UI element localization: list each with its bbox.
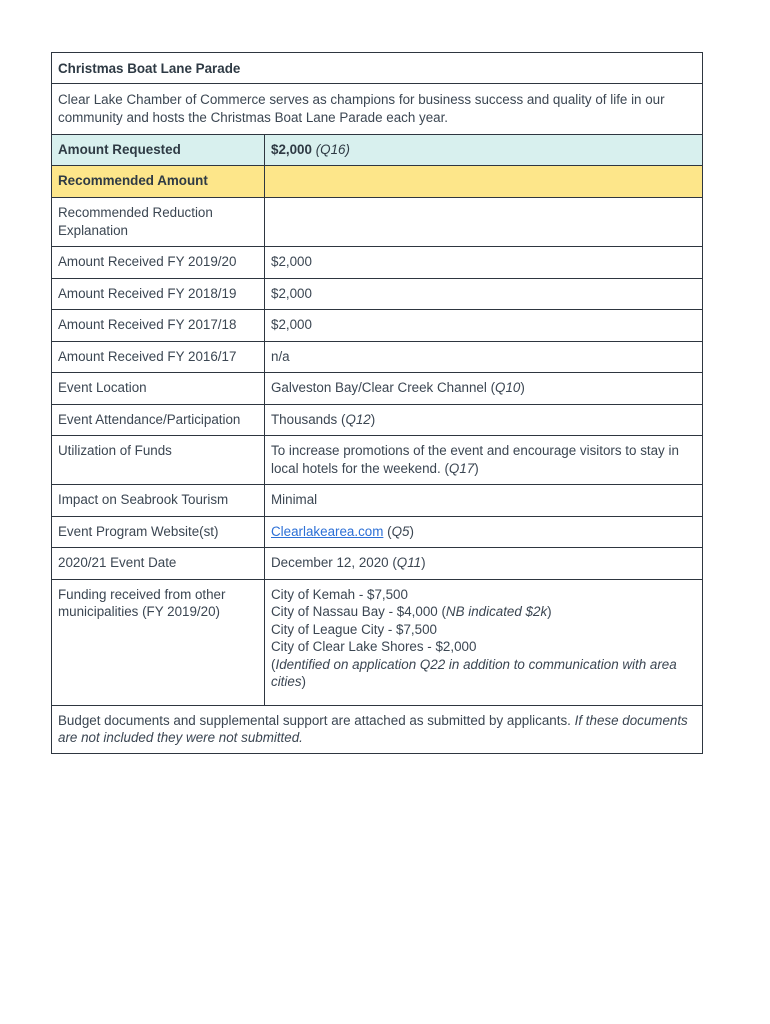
website-close: ) bbox=[409, 523, 414, 539]
location-value: Galveston Bay/Clear Creek Channel ( bbox=[271, 380, 496, 395]
title-row bbox=[52, 53, 703, 84]
impact-label: Impact on Seabrook Tourism bbox=[52, 485, 265, 517]
reduction-row bbox=[52, 198, 703, 247]
attendance-value: Thousands ( bbox=[271, 411, 346, 427]
footer-text: Budget documents and supplemental support are attached as submitted by applicants. bbox=[58, 712, 575, 728]
website-after: ( bbox=[383, 523, 392, 539]
amount-requested-label: Amount Requested bbox=[52, 135, 265, 166]
website-row bbox=[52, 516, 703, 548]
attendance-row bbox=[52, 404, 703, 436]
footer-cell bbox=[52, 705, 703, 753]
funding-line: City of Kemah - $7,500 bbox=[271, 586, 408, 602]
website-value-cell bbox=[265, 516, 703, 548]
received-value: $2,000 bbox=[265, 247, 703, 279]
reduction-value bbox=[265, 198, 703, 247]
received-row bbox=[52, 247, 703, 279]
attendance-ref: Q12 bbox=[345, 411, 371, 427]
reduction-label: Recommended Reduction Explanation bbox=[52, 198, 265, 247]
attendance-label: Event Attendance/Participation bbox=[52, 404, 265, 436]
event-date-value: December 12, 2020 ( bbox=[271, 555, 397, 570]
description-row bbox=[52, 84, 703, 135]
location-ref: Q10 bbox=[495, 380, 521, 395]
impact-value: Minimal bbox=[265, 485, 703, 517]
funding-label: Funding received from other municipalities (FY 2019/20) bbox=[52, 579, 265, 705]
funds-row bbox=[52, 436, 703, 485]
attendance-close: ) bbox=[370, 411, 376, 427]
website-ref: Q5 bbox=[391, 523, 410, 539]
received-label: Amount Received FY 2018/19 bbox=[52, 278, 265, 310]
received-row bbox=[52, 278, 703, 310]
impact-row bbox=[52, 485, 703, 517]
received-value: $2,000 bbox=[265, 310, 703, 342]
funding-line bbox=[271, 656, 696, 691]
amount-requested-row bbox=[52, 135, 703, 166]
location-close: ) bbox=[520, 380, 525, 395]
funding-value-cell bbox=[265, 579, 703, 705]
recommended-amount-value bbox=[265, 166, 703, 198]
event-date-label: 2020/21 Event Date bbox=[52, 548, 265, 580]
received-row bbox=[52, 310, 703, 342]
event-date-ref: Q11 bbox=[396, 555, 422, 570]
funds-ref: Q17 bbox=[448, 460, 475, 476]
funding-line: City of Clear Lake Shores - $2,000 bbox=[271, 639, 477, 654]
event-date-close: ) bbox=[421, 555, 426, 570]
website-label: Event Program Website(st) bbox=[52, 516, 265, 548]
funding-line5-open: ( bbox=[271, 656, 276, 672]
funding-line5-note: Identified on application Q22 in addition to communication with area cities bbox=[271, 656, 677, 689]
amount-requested-value-cell bbox=[265, 135, 703, 166]
funding-line bbox=[271, 603, 696, 621]
amount-requested-ref: (Q16) bbox=[315, 142, 350, 157]
event-date-value-cell bbox=[265, 548, 703, 580]
location-row bbox=[52, 373, 703, 405]
funding-line2-close: ) bbox=[547, 604, 552, 619]
funds-close: ) bbox=[474, 460, 479, 476]
received-label: Amount Received FY 2016/17 bbox=[52, 341, 265, 373]
event-description: Clear Lake Chamber of Commerce serves as champions for business success and quality of life in our community and hosts the Christmas Boat Lane Parade each year. bbox=[52, 84, 703, 135]
funds-label: Utilization of Funds bbox=[52, 436, 265, 485]
funding-line2-note: NB indicated $2k bbox=[445, 604, 548, 619]
location-value-cell bbox=[265, 373, 703, 405]
event-title: Christmas Boat Lane Parade bbox=[52, 53, 703, 84]
amount-requested-value: $2,000 bbox=[271, 142, 312, 157]
event-date-row bbox=[52, 548, 703, 580]
funding-table bbox=[51, 52, 703, 754]
funds-value: To increase promotions of the event and encourage visitors to stay in local hotels for the weekend. ( bbox=[271, 443, 679, 476]
received-row bbox=[52, 341, 703, 373]
funding-row bbox=[52, 579, 703, 705]
funds-value-cell bbox=[265, 436, 703, 485]
attendance-value-cell bbox=[265, 404, 703, 436]
footer-note: If these documents are not included they were not submitted. bbox=[58, 712, 688, 745]
received-label: Amount Received FY 2019/20 bbox=[52, 247, 265, 279]
recommended-amount-row bbox=[52, 166, 703, 198]
funding-line5-close: ) bbox=[301, 674, 306, 689]
received-label: Amount Received FY 2017/18 bbox=[52, 310, 265, 342]
website-link[interactable]: Clearlakearea.com bbox=[271, 523, 384, 539]
funding-line: City of League City - $7,500 bbox=[271, 621, 437, 637]
funding-line2-text: City of Nassau Bay - $4,000 ( bbox=[271, 604, 446, 619]
location-label: Event Location bbox=[52, 373, 265, 405]
footer-row bbox=[52, 705, 703, 753]
received-value: n/a bbox=[265, 341, 703, 373]
received-value: $2,000 bbox=[265, 278, 703, 310]
recommended-amount-label: Recommended Amount bbox=[52, 166, 265, 198]
